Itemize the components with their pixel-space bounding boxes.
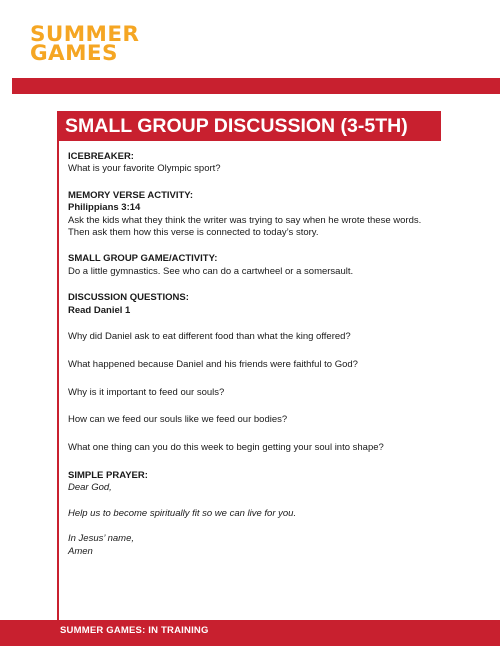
prayer-heading: SIMPLE PRAYER: [68, 470, 148, 482]
discussion-reading: Read Daniel 1 [68, 304, 131, 316]
prayer-greeting: Dear God, [68, 482, 112, 494]
discussion-question-3: Why is it important to feed our souls? [68, 386, 225, 398]
left-rule [57, 126, 59, 622]
logo-line-2: GAMES [30, 41, 118, 66]
memory-verse-reference: Philippians 3:14 [68, 202, 141, 214]
discussion-question-1: Why did Daniel ask to eat different food than what the king offered? [68, 331, 351, 343]
discussion-content [68, 151, 488, 558]
page-title: SMALL GROUP DISCUSSION (3-5TH) [57, 111, 441, 141]
logo-line-1: SUMMER [30, 22, 140, 47]
discussion-heading: DISCUSSION QUESTIONS: [68, 292, 189, 304]
discussion-question-4: How can we feed our souls like we feed our bodies? [68, 414, 288, 426]
memory-verse-line-2: Then ask them how this verse is connected to today’s story. [68, 227, 319, 239]
icebreaker-heading: ICEBREAKER: [68, 151, 134, 162]
prayer-closing-1: In Jesus’ name, [68, 533, 135, 545]
prayer-body: Help us to become spiritually fit so we can live for you. [68, 507, 297, 519]
summer-games-logo [30, 22, 140, 66]
discussion-question-2: What happened because Daniel and his friends were faithful to God? [68, 358, 358, 370]
footer-bar [0, 620, 500, 646]
footer-text: SUMMER GAMES: IN TRAINING [60, 625, 209, 636]
header-bar [12, 78, 500, 94]
icebreaker-text: What is your favorite Olympic sport? [68, 163, 221, 175]
game-heading: SMALL GROUP GAME/ACTIVITY: [68, 253, 218, 265]
memory-verse-heading: MEMORY VERSE ACTIVITY: [68, 189, 194, 201]
discussion-question-5: What one thing can you do this week to begin getting your soul into shape? [68, 442, 384, 454]
prayer-closing-2: Amen [68, 545, 93, 557]
memory-verse-line-1: Ask the kids what they think the writer was trying to say when he wrote these words. [68, 214, 422, 226]
game-text: Do a little gymnastics. See who can do a cartwheel or a somersault. [68, 265, 354, 277]
